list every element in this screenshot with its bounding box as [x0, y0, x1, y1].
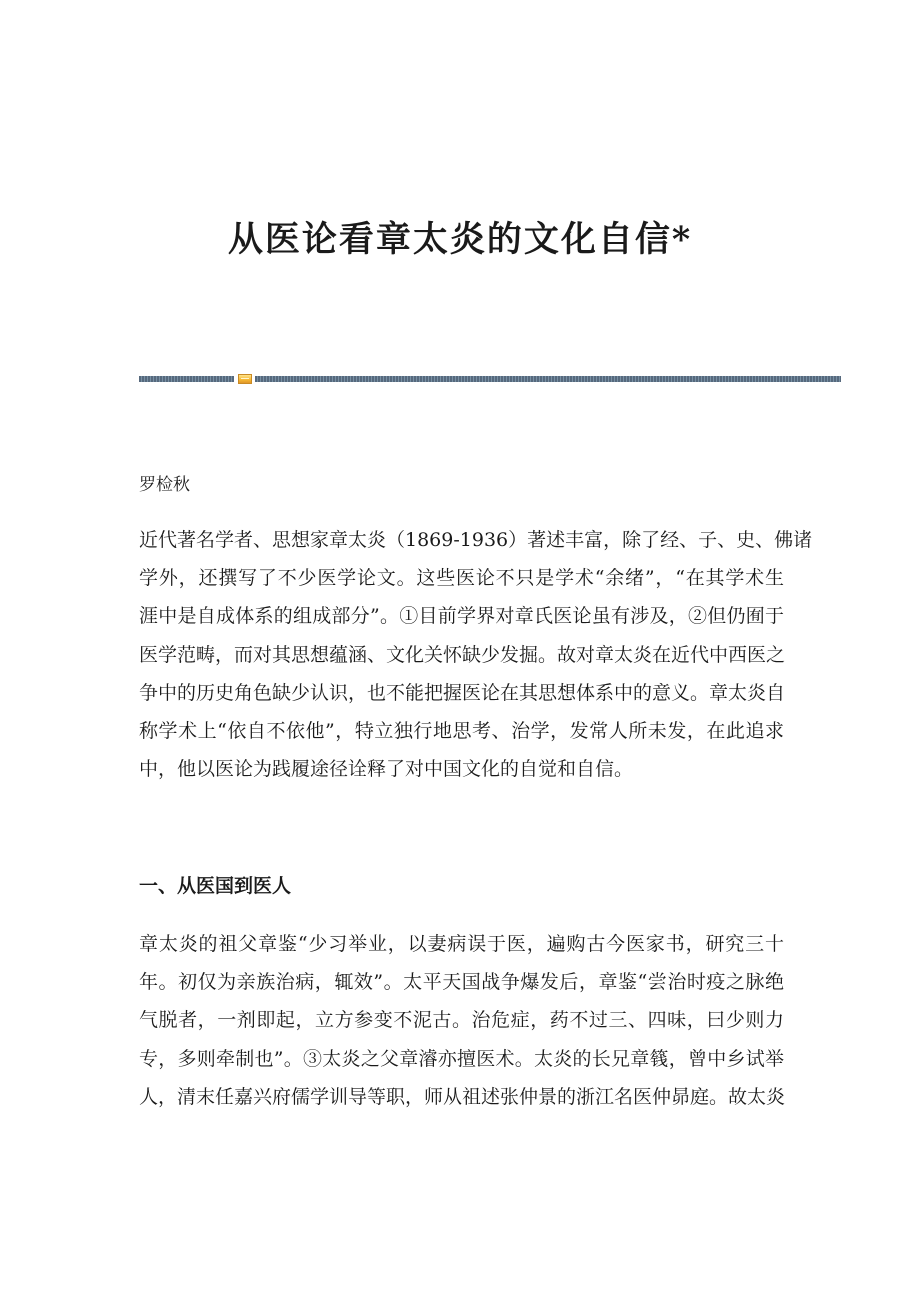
section1-line: 气脱者，一剂即起，立方参变不泥古。治危症，药不过三、四味，曰少则力: [139, 1009, 784, 1032]
intro-line: 医学范畴，而对其思想蕴涵、文化关怀缺少发掘。故对章太炎在近代中西医之: [139, 643, 786, 666]
divider-emblem-icon: [238, 374, 252, 384]
section-heading: 一、从医国到医人: [139, 875, 292, 897]
author-name: 罗检秋: [139, 475, 190, 495]
intro-line: 称学术上“依自不依他”，特立独行地思考、治学，发常人所未发，在此追求: [139, 720, 784, 743]
section1-line: 章太炎的祖父章鉴“少习举业，以妻病误于医，遍购古今医家书，研究三十: [139, 933, 784, 955]
page-title: 从医论看章太炎的文化自信*: [227, 219, 693, 260]
intro-line: 争中的历史角色缺少认识，也不能把握医论在其思想体系中的意义。章太炎自: [139, 681, 786, 704]
intro-line: 中，他以医论为践履途径诠释了对中国文化的自觉和自信。: [139, 758, 634, 781]
title-divider: [139, 374, 841, 384]
section1-paragraph: [139, 925, 784, 1116]
section1-line: 专，多则牵制也”。③太炎之父章濬亦擅医术。太炎的长兄章篯，曾中乡试举: [139, 1047, 784, 1070]
section1-line: 年。初仅为亲族治病，辄效”。太平天国战争爆发后，章鉴“尝治时疫之脉绝: [139, 971, 784, 994]
divider-bar-left: [139, 376, 234, 382]
divider-bar-right: [255, 376, 841, 382]
section1-line: 人，清末任嘉兴府儒学训导等职，师从祖述张仲景的浙江名医仲昴庭。故太炎: [139, 1085, 786, 1108]
intro-line: 涯中是自成体系的组成部分”。①目前学界对章氏医论虽有涉及，②但仍囿于: [139, 605, 784, 628]
intro-paragraph: [139, 521, 813, 788]
intro-line: 近代著名学者、思想家章太炎（1869-1936）著述丰富，除了经、子、史、佛诸: [139, 529, 813, 551]
intro-line: 学外，还撰写了不少医学论文。这些医论不只是学术“余绪”，“在其学术生: [139, 567, 784, 590]
